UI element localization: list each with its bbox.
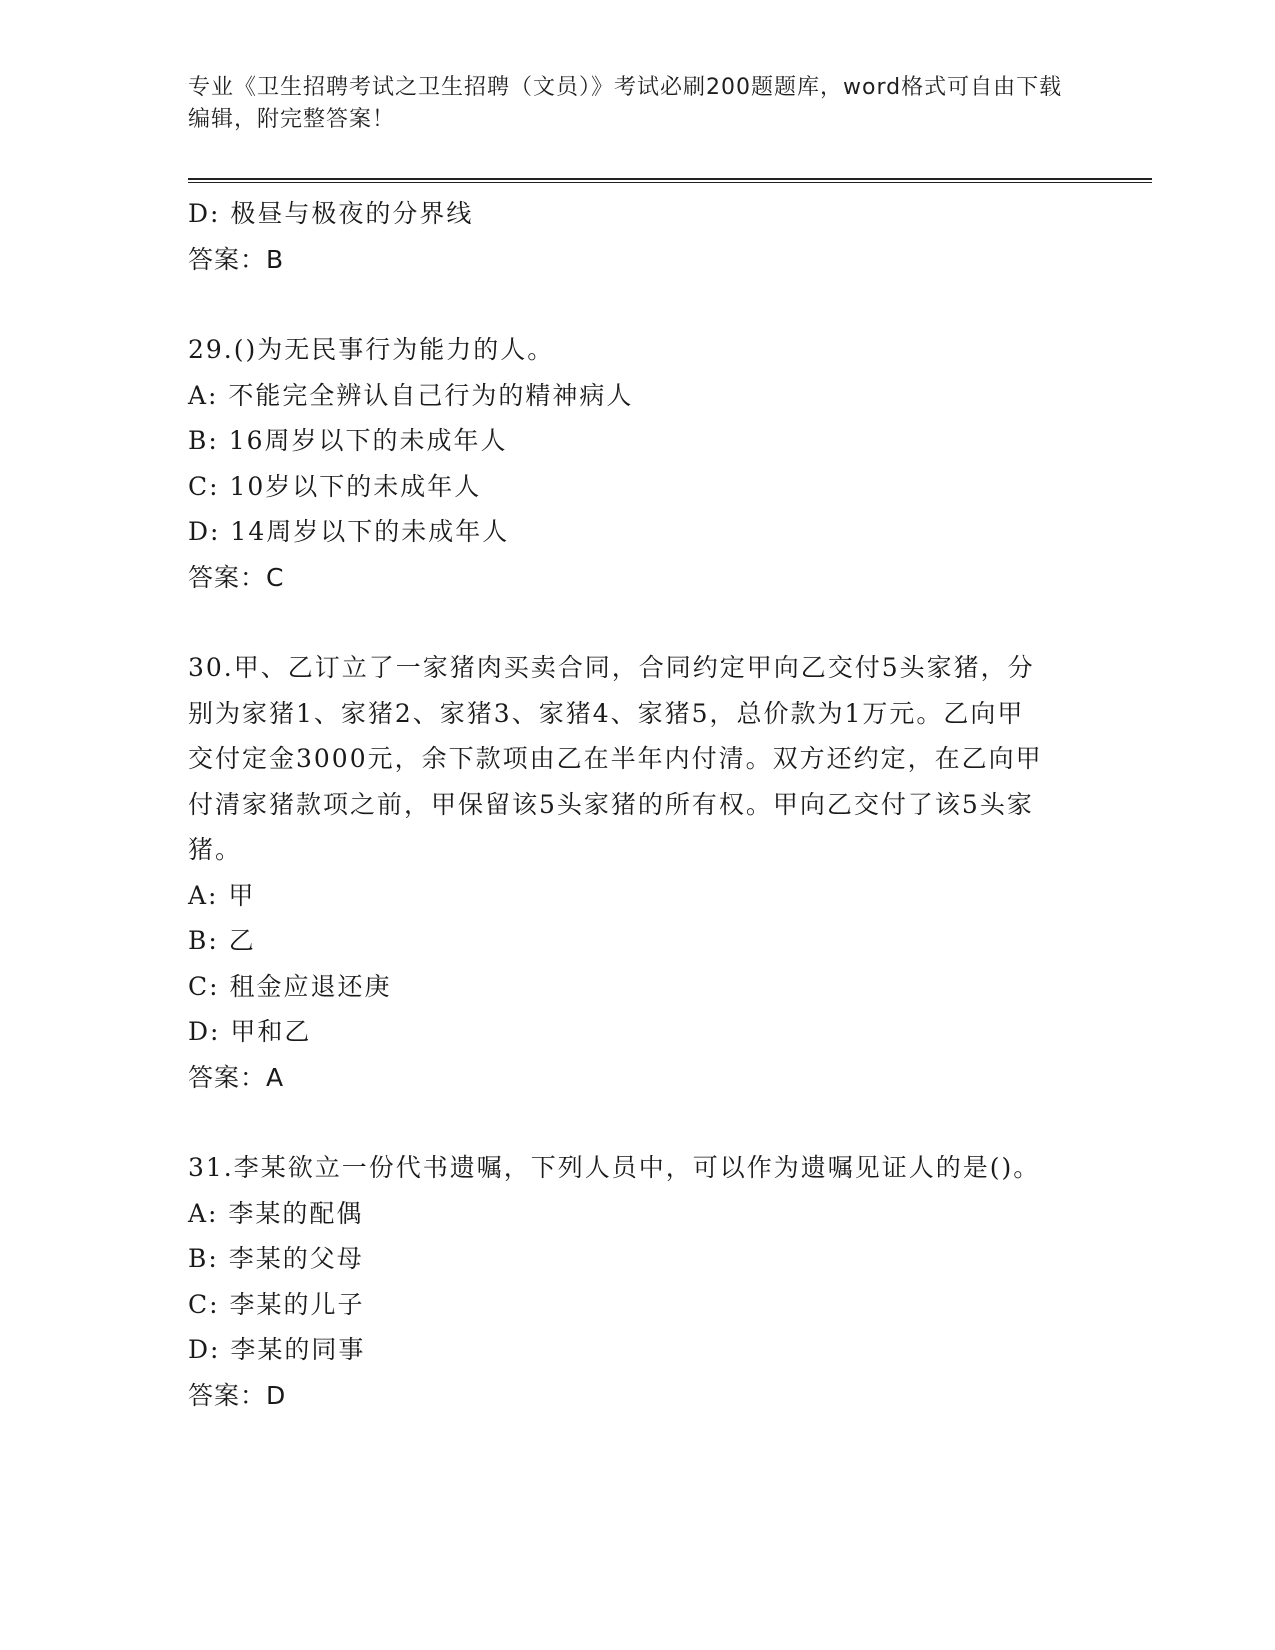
option-b: B: 乙 — [188, 926, 256, 955]
option-b: B: 16周岁以下的未成年人 — [188, 426, 508, 455]
option-a: A: 李某的配偶 — [188, 1198, 364, 1228]
question-31 — [188, 1145, 1088, 1418]
option-d: D: 极昼与极夜的分界线 — [188, 199, 474, 228]
question-28-tail — [188, 191, 1088, 282]
question-list — [188, 191, 1088, 1418]
option-d: D: 14周岁以下的未成年人 — [188, 517, 510, 546]
option-c: C: 10岁以下的未成年人 — [188, 471, 482, 501]
spacer — [188, 282, 1088, 327]
option-b: B: 李某的父母 — [188, 1244, 364, 1273]
option-a: A: 甲 — [188, 880, 256, 910]
spacer — [188, 1100, 1088, 1145]
option-c: C: 租金应退还庚 — [188, 971, 392, 1001]
option-a: A: 不能完全辨认自己行为的精神病人 — [188, 380, 634, 410]
answer-line: 答案：A — [188, 1062, 285, 1092]
answer-line: 答案：B — [188, 244, 285, 274]
question-stem: 30.甲、乙订立了一家猪肉买卖合同，合同约定甲向乙交付5头家猪，分别为家猪1、家猪2、家猪3、家猪4、家猪5，总价款为1万元。乙向甲交付定金3000元，余下款项由乙在半年内付清。双方还约定，在乙向甲付清家猪款项之前，甲保留该5头家猪的所有权。甲向乙交付了该5头家猪。 — [188, 653, 1043, 864]
option-d: D: 李某的同事 — [188, 1335, 366, 1364]
question-30 — [188, 645, 1088, 1100]
document-header: 专业《卫生招聘考试之卫生招聘（文员）》考试必刷200题题库，word格式可自由下载编辑，附完整答案！ — [188, 75, 1063, 132]
question-stem: 31.李某欲立一份代书遗嘱，下列人员中，可以作为遗嘱见证人的是()。 — [188, 1153, 1041, 1182]
option-d: D: 甲和乙 — [188, 1017, 312, 1046]
question-29 — [188, 327, 1088, 600]
question-stem: 29.()为无民事行为能力的人。 — [188, 335, 555, 364]
header-divider — [188, 178, 1152, 183]
option-c: C: 李某的儿子 — [188, 1289, 365, 1319]
answer-line: 答案：C — [188, 562, 285, 592]
answer-line: 答案：D — [188, 1380, 287, 1410]
spacer — [188, 600, 1088, 645]
